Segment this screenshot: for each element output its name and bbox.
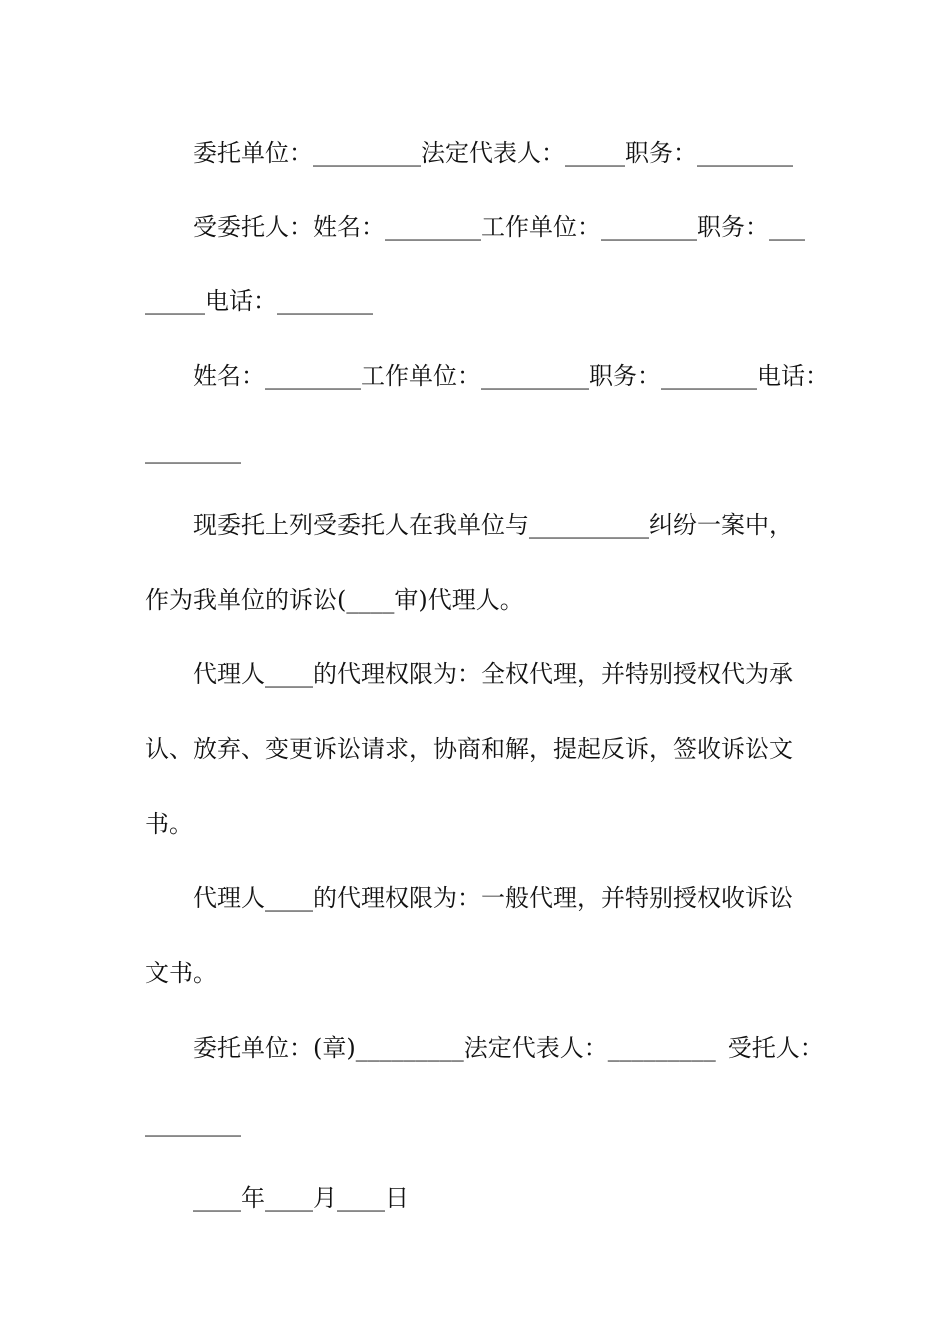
second-agent-phone-text: ________	[145, 436, 241, 464]
date-text: ____年____月____日	[193, 1184, 409, 1212]
general-authority-end-line	[0, 957, 950, 989]
second-agent-line	[0, 360, 950, 392]
full-authority-continued-line	[0, 733, 950, 765]
case-statement-text: 现委托上列受委托人在我单位与__________纠纷一案中，	[193, 511, 793, 539]
signature-line	[0, 1032, 950, 1064]
signature-agent-blank-line	[0, 1107, 950, 1139]
general-authority-line	[0, 882, 950, 914]
full-authority-end-text: 书。	[145, 810, 193, 838]
full-authority-continued-text: 认、放弃、变更诉讼请求，协商和解，提起反诉，签收诉讼文	[145, 735, 793, 763]
full-authority-text: 代理人____的代理权限为：全权代理，并特别授权代为承	[193, 660, 793, 688]
principal-unit-text: 委托单位：_________法定代表人：_____职务：________	[193, 139, 793, 167]
case-statement-continued-line	[0, 584, 950, 616]
agent-phone-text: _____电话：________	[145, 287, 373, 315]
principal-unit-line	[0, 137, 950, 169]
general-authority-text: 代理人____的代理权限为：一般代理，并特别授权收诉讼	[193, 884, 793, 912]
agent-info-text: 受委托人：姓名：________工作单位：________职务：___	[193, 213, 805, 241]
second-agent-phone-line	[0, 434, 950, 466]
case-statement-continued-text: 作为我单位的诉讼(____审)代理人。	[145, 586, 524, 614]
full-authority-line	[0, 658, 950, 690]
general-authority-end-text: 文书。	[145, 959, 217, 987]
signature-agent-text: 受托人：	[727, 1034, 824, 1062]
date-line	[0, 1182, 950, 1214]
second-agent-text: 姓名：________工作单位：_________职务：________电话：	[193, 362, 829, 390]
agent-phone-line	[0, 285, 950, 317]
full-authority-end-line	[0, 808, 950, 840]
case-statement-line	[0, 509, 950, 541]
agent-info-line	[0, 211, 950, 243]
signature-unit-text: 委托单位：(章)_________法定代表人：_________	[193, 1034, 716, 1062]
signature-agent-blank-text: ________	[145, 1109, 241, 1137]
